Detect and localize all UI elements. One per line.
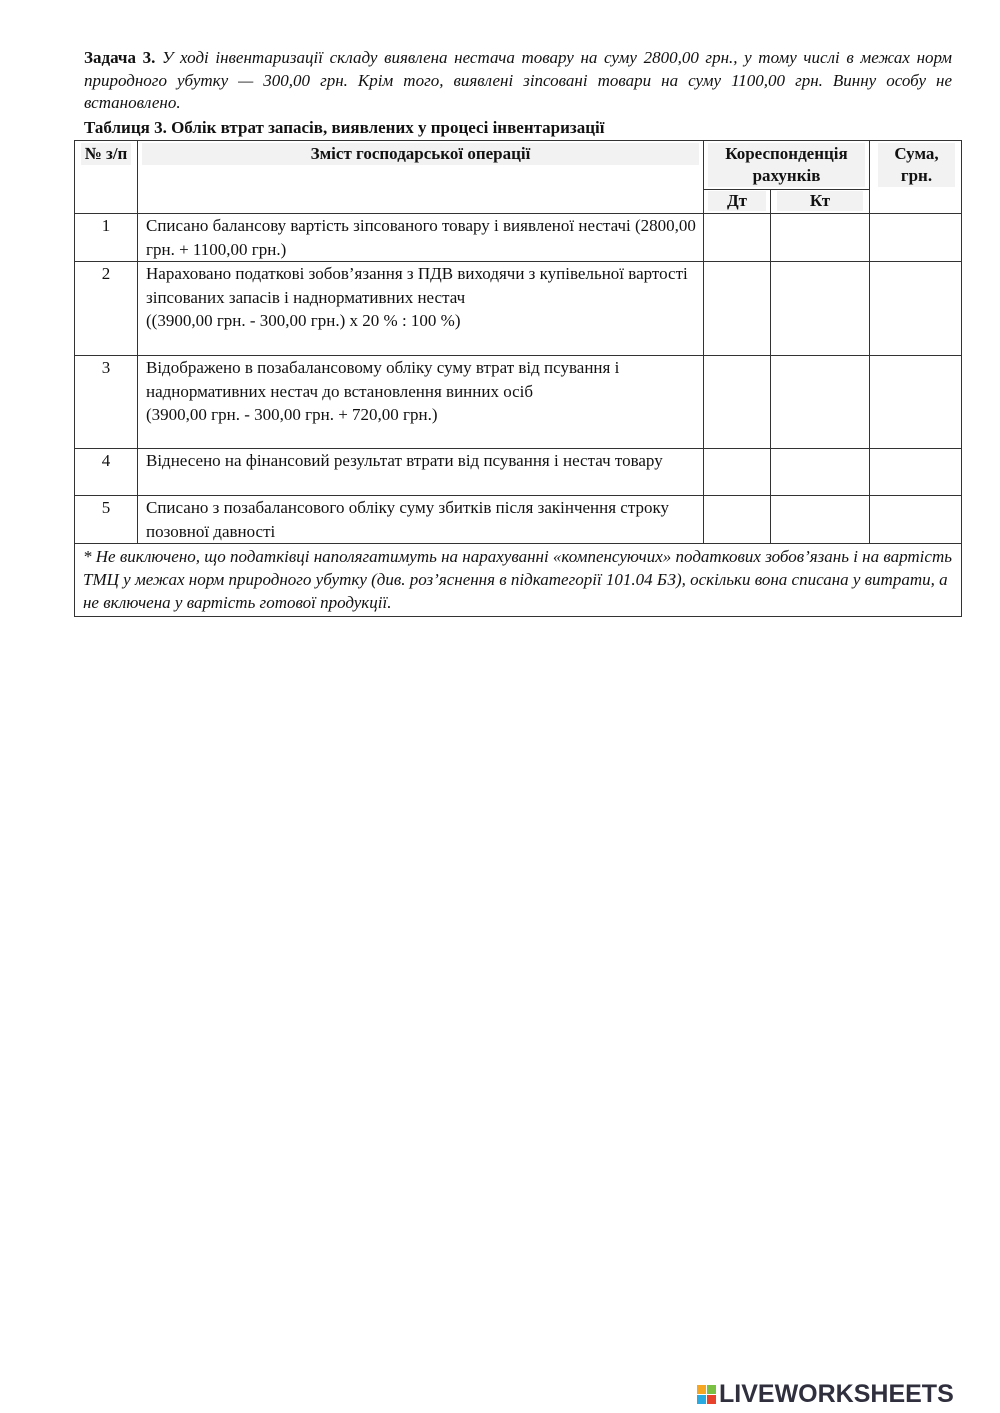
task-statement [84,47,952,115]
row-operation: Списано з позабалансового обліку суму збитків після закінчення строку позовної давності [138,496,704,544]
row-credit-cell[interactable] [771,356,870,449]
logo-square [707,1385,716,1394]
table-row [75,356,962,449]
logo-square [707,1395,716,1404]
row-sum-cell[interactable] [870,449,962,496]
row-credit-cell[interactable] [771,214,870,262]
row-operation: Списано балансову вартість зіпсованого товару і виявленої нестачі (2800,00 грн. + 1100,00 грн.) [138,214,704,262]
header-num-label: № з/п [81,143,131,165]
header-sum-label: Сума, грн. [878,143,955,187]
row-num: 1 [75,214,138,262]
table-row [75,449,962,496]
row-sum-cell[interactable] [870,214,962,262]
row-operation: Відображено в позабалансовому обліку суму втрат від псування і наднормативних нестач до встановлення винних осіб (3900,00 грн. - 300,00 грн. + 720,00 грн.) [138,356,704,449]
header-num [75,141,138,214]
row-debit-cell[interactable] [704,214,771,262]
row-debit-cell[interactable] [704,356,771,449]
table-row [75,214,962,262]
table-row [75,262,962,356]
header-debit-label: Дт [708,191,766,211]
row-num: 5 [75,496,138,544]
table-row [75,496,962,544]
row-debit-cell[interactable] [704,262,771,356]
header-operation [138,141,704,214]
footnote: * Не виключено, що податківці наполягатимуть на нарахуванні «компенсуючих» податкових зобов’язань і на вартість ТМЦ у межах норм природного убутку (див. роз’яснення в підкатегорії 101.04 БЗ), оскільки вона списана у витрати, а не включена у вартість готової продукції. [75,544,962,617]
row-debit-cell[interactable] [704,449,771,496]
header-credit-label: Кт [777,191,863,211]
logo-square [697,1395,706,1404]
row-credit-cell[interactable] [771,262,870,356]
row-operation: Нараховано податкові зобов’язання з ПДВ виходячи з купівельної вартості зіпсованих запасів і наднормативних нестач ((3900,00 грн. - 300,00 грн.) х 20 % : 100 %) [138,262,704,356]
header-correspondence [704,141,870,190]
header-credit [771,190,870,214]
table-body [75,214,962,617]
header-correspondence-label: Кореспонденція рахунків [708,143,865,187]
row-num: 2 [75,262,138,356]
logo-square [697,1385,706,1394]
logo-text: LIVEWORKSHEETS [719,1379,954,1408]
row-operation: Віднесено на фінансовий результат втрати від псування і нестач товару [138,449,704,496]
row-num: 3 [75,356,138,449]
header-operation-label: Зміст господарської операції [142,143,699,165]
liveworksheets-logo [697,1378,954,1410]
task-label: Задача 3. [84,48,156,67]
row-sum-cell[interactable] [870,356,962,449]
row-debit-cell[interactable] [704,496,771,544]
row-num: 4 [75,449,138,496]
row-credit-cell[interactable] [771,449,870,496]
header-debit [704,190,771,214]
task-text: У ході інвентаризації складу виявлена нестача товару на суму 2800,00 грн., у тому числі в межах норм природного убутку — 300,00 грн. Крім того, виявлені зіпсовані товари на суму 1100,00 грн. Винну особу не встановлено. [84,48,953,112]
operations-table [74,140,962,617]
row-credit-cell[interactable] [771,496,870,544]
header-sum [870,141,962,214]
table-caption: Таблиця 3. Облік втрат запасів, виявлених у процесі інвентаризації [84,118,605,137]
row-sum-cell[interactable] [870,496,962,544]
liveworksheets-logo-icon [697,1385,716,1404]
row-sum-cell[interactable] [870,262,962,356]
